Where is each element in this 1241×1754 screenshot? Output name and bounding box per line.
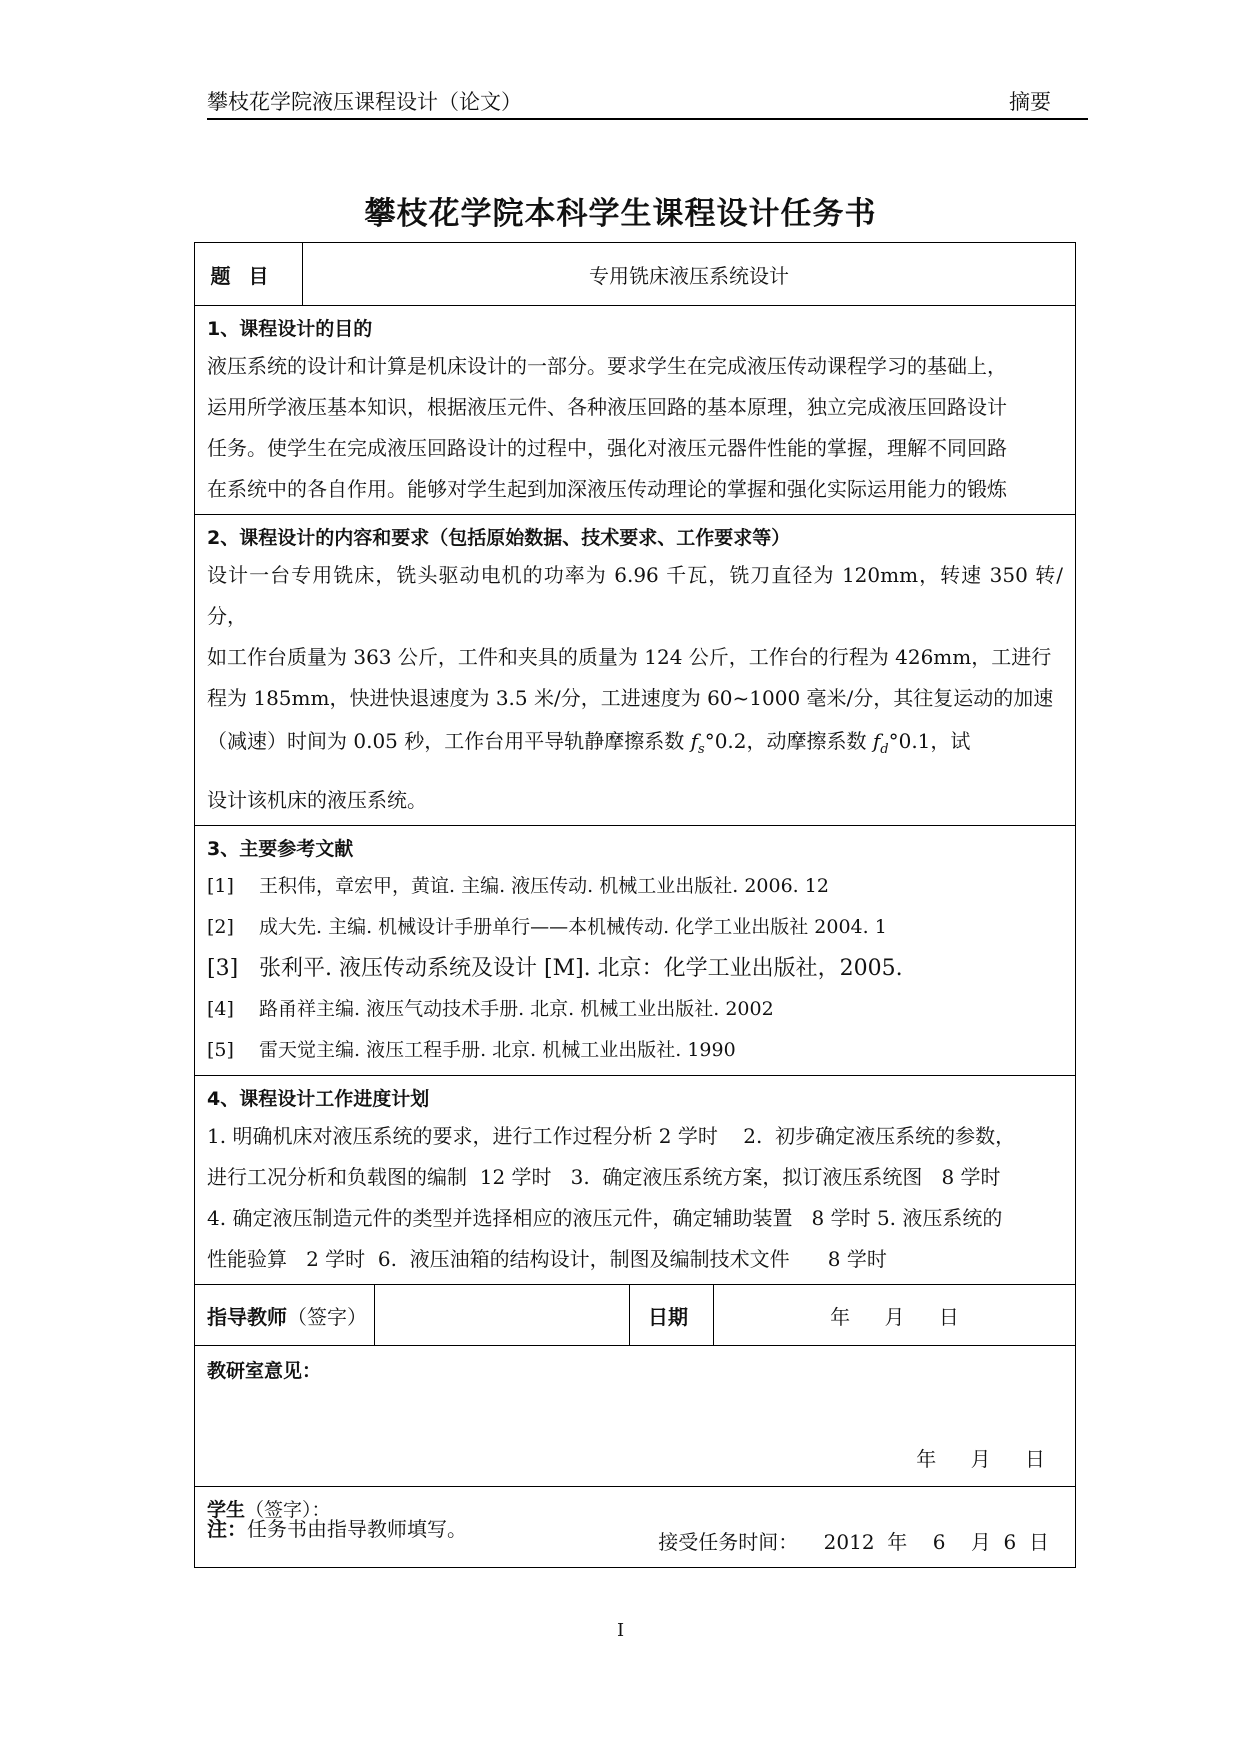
topic-label: 题目 xyxy=(195,243,303,306)
task-form-table xyxy=(194,242,1076,1568)
static-friction-value: °0.2 xyxy=(704,729,747,753)
office-opinion-date: 年 月 日 xyxy=(916,1447,1045,1471)
section2-heading: 2、课程设计的内容和要求（包括原始数据、技术要求、工作要求等） xyxy=(207,527,791,549)
section1-heading: 1、课程设计的目的 xyxy=(207,318,373,340)
section2-cell xyxy=(195,515,1076,826)
footnote-label: 注： xyxy=(207,1517,247,1541)
section1-row xyxy=(195,306,1076,515)
footnote xyxy=(207,1513,467,1542)
reference-item: [4] 路甬祥主编. 液压气动技术手册. 北京. 机械工业出版社. 2002 xyxy=(207,998,774,1020)
section4-line: 4. 确定液压制造元件的类型并选择相应的液压元件，确定辅助装置 8 学时 5. 液压系统的 xyxy=(207,1206,1003,1230)
section4-line: 1. 明确机床对液压系统的要求，进行工作过程分析 2 学时 2. 初步确定液压系统的参数， xyxy=(207,1124,1016,1148)
teacher-signature-label: 指导教师（签字） xyxy=(195,1285,375,1346)
section2-line: 设计一台专用铣床，铣头驱动电机的功率为 6.96 千瓦，铣刀直径为 120mm，转速 350 转/分， xyxy=(207,563,1063,628)
header-section: 摘要 xyxy=(1009,90,1051,114)
date-label: 日期 xyxy=(630,1285,714,1346)
section3-heading: 3、主要参考文献 xyxy=(207,838,354,860)
section2-line-formula xyxy=(207,719,1063,772)
section1-cell xyxy=(195,306,1076,515)
section1-line: 运用所学液压基本知识，根据液压元件、各种液压回路的基本原理，独立完成液压回路设计 xyxy=(207,395,1007,419)
section1-line: 在系统中的各自作用。能够对学生起到加深液压传动理论的掌握和强化实际运用能力的锻炼 xyxy=(207,477,1007,501)
header-title: 攀枝花学院液压课程设计（论文） xyxy=(207,90,522,114)
topic-row xyxy=(195,243,1076,306)
section2-line4-suffix: ，试 xyxy=(930,729,971,753)
header-rule xyxy=(207,118,1088,120)
section4-heading: 4、课程设计工作进度计划 xyxy=(207,1088,430,1110)
date-value: 年 月 日 xyxy=(714,1285,1076,1346)
section4-cell xyxy=(195,1076,1076,1285)
section4-row xyxy=(195,1076,1076,1285)
static-friction-symbol: $f_s$ xyxy=(690,729,705,757)
student-signature-label: 学生（签字）： xyxy=(207,1499,331,1521)
section3-cell xyxy=(195,826,1076,1076)
document-title: 攀枝花学院本科学生课程设计任务书 xyxy=(364,196,877,232)
dynamic-friction-value: °0.1 xyxy=(888,729,931,753)
topic-value: 专用铣床液压系统设计 xyxy=(303,243,1076,306)
reference-item: [1] 王积伟，章宏甲，黄谊. 主编. 液压传动. 机械工业出版社. 2006. 12 xyxy=(207,875,829,897)
office-opinion-cell[interactable] xyxy=(195,1346,1076,1487)
section2-line: 如工作台质量为 363 公斤，工件和夹具的质量为 124 公斤，工作台的行程为 426mm，工进行 xyxy=(207,645,1052,669)
section2-row xyxy=(195,515,1076,826)
section4-line: 进行工况分析和负载图的编制 12 学时 3. 确定液压系统方案，拟订液压系统图 8 学时 xyxy=(207,1165,1001,1189)
section2-line4-middle: ，动摩擦系数 xyxy=(746,729,873,753)
section1-line: 液压系统的设计和计算是机床设计的一部分。要求学生在完成液压传动课程学习的基础上， xyxy=(207,354,1007,378)
reference-item: [3] 张利平. 液压传动系统及设计 [M]. 北京：化学工业出版社，2005. xyxy=(207,956,903,981)
accept-task-time: 接受任务时间： 2012 年 6 月 6 日 xyxy=(658,1530,1049,1554)
section1-line: 任务。使学生在完成液压回路设计的过程中，强化对液压元器件性能的掌握，理解不同回路 xyxy=(207,436,1007,460)
reference-item: [2] 成大先. 主编. 机械设计手册单行——本机械传动. 化学工业出版社 2004. 1 xyxy=(207,916,887,938)
office-row xyxy=(195,1346,1076,1487)
page-number: I xyxy=(616,1620,625,1641)
signature-row xyxy=(195,1285,1076,1346)
section2-line: 程为 185mm，快进快退速度为 3.5 米/分，工进速度为 60~1000 毫米/分，其往复运动的加速 xyxy=(207,686,1054,710)
section3-row xyxy=(195,826,1076,1076)
dynamic-friction-symbol: $f_d$ xyxy=(872,729,889,757)
footnote-text: 任务书由指导教师填写。 xyxy=(247,1517,467,1541)
section2-line4-prefix: （减速）时间为 0.05 秒，工作台用平导轨静摩擦系数 xyxy=(207,729,691,753)
reference-item: [5] 雷天觉主编. 液压工程手册. 北京. 机械工业出版社. 1990 xyxy=(207,1039,736,1061)
section4-line: 性能验算 2 学时 6. 液压油箱的结构设计，制图及编制技术文件 8 学时 xyxy=(207,1247,887,1271)
office-opinion-label: 教研室意见： xyxy=(207,1360,322,1382)
section2-line: 设计该机床的液压系统。 xyxy=(207,788,427,812)
teacher-signature-field[interactable] xyxy=(375,1285,630,1346)
